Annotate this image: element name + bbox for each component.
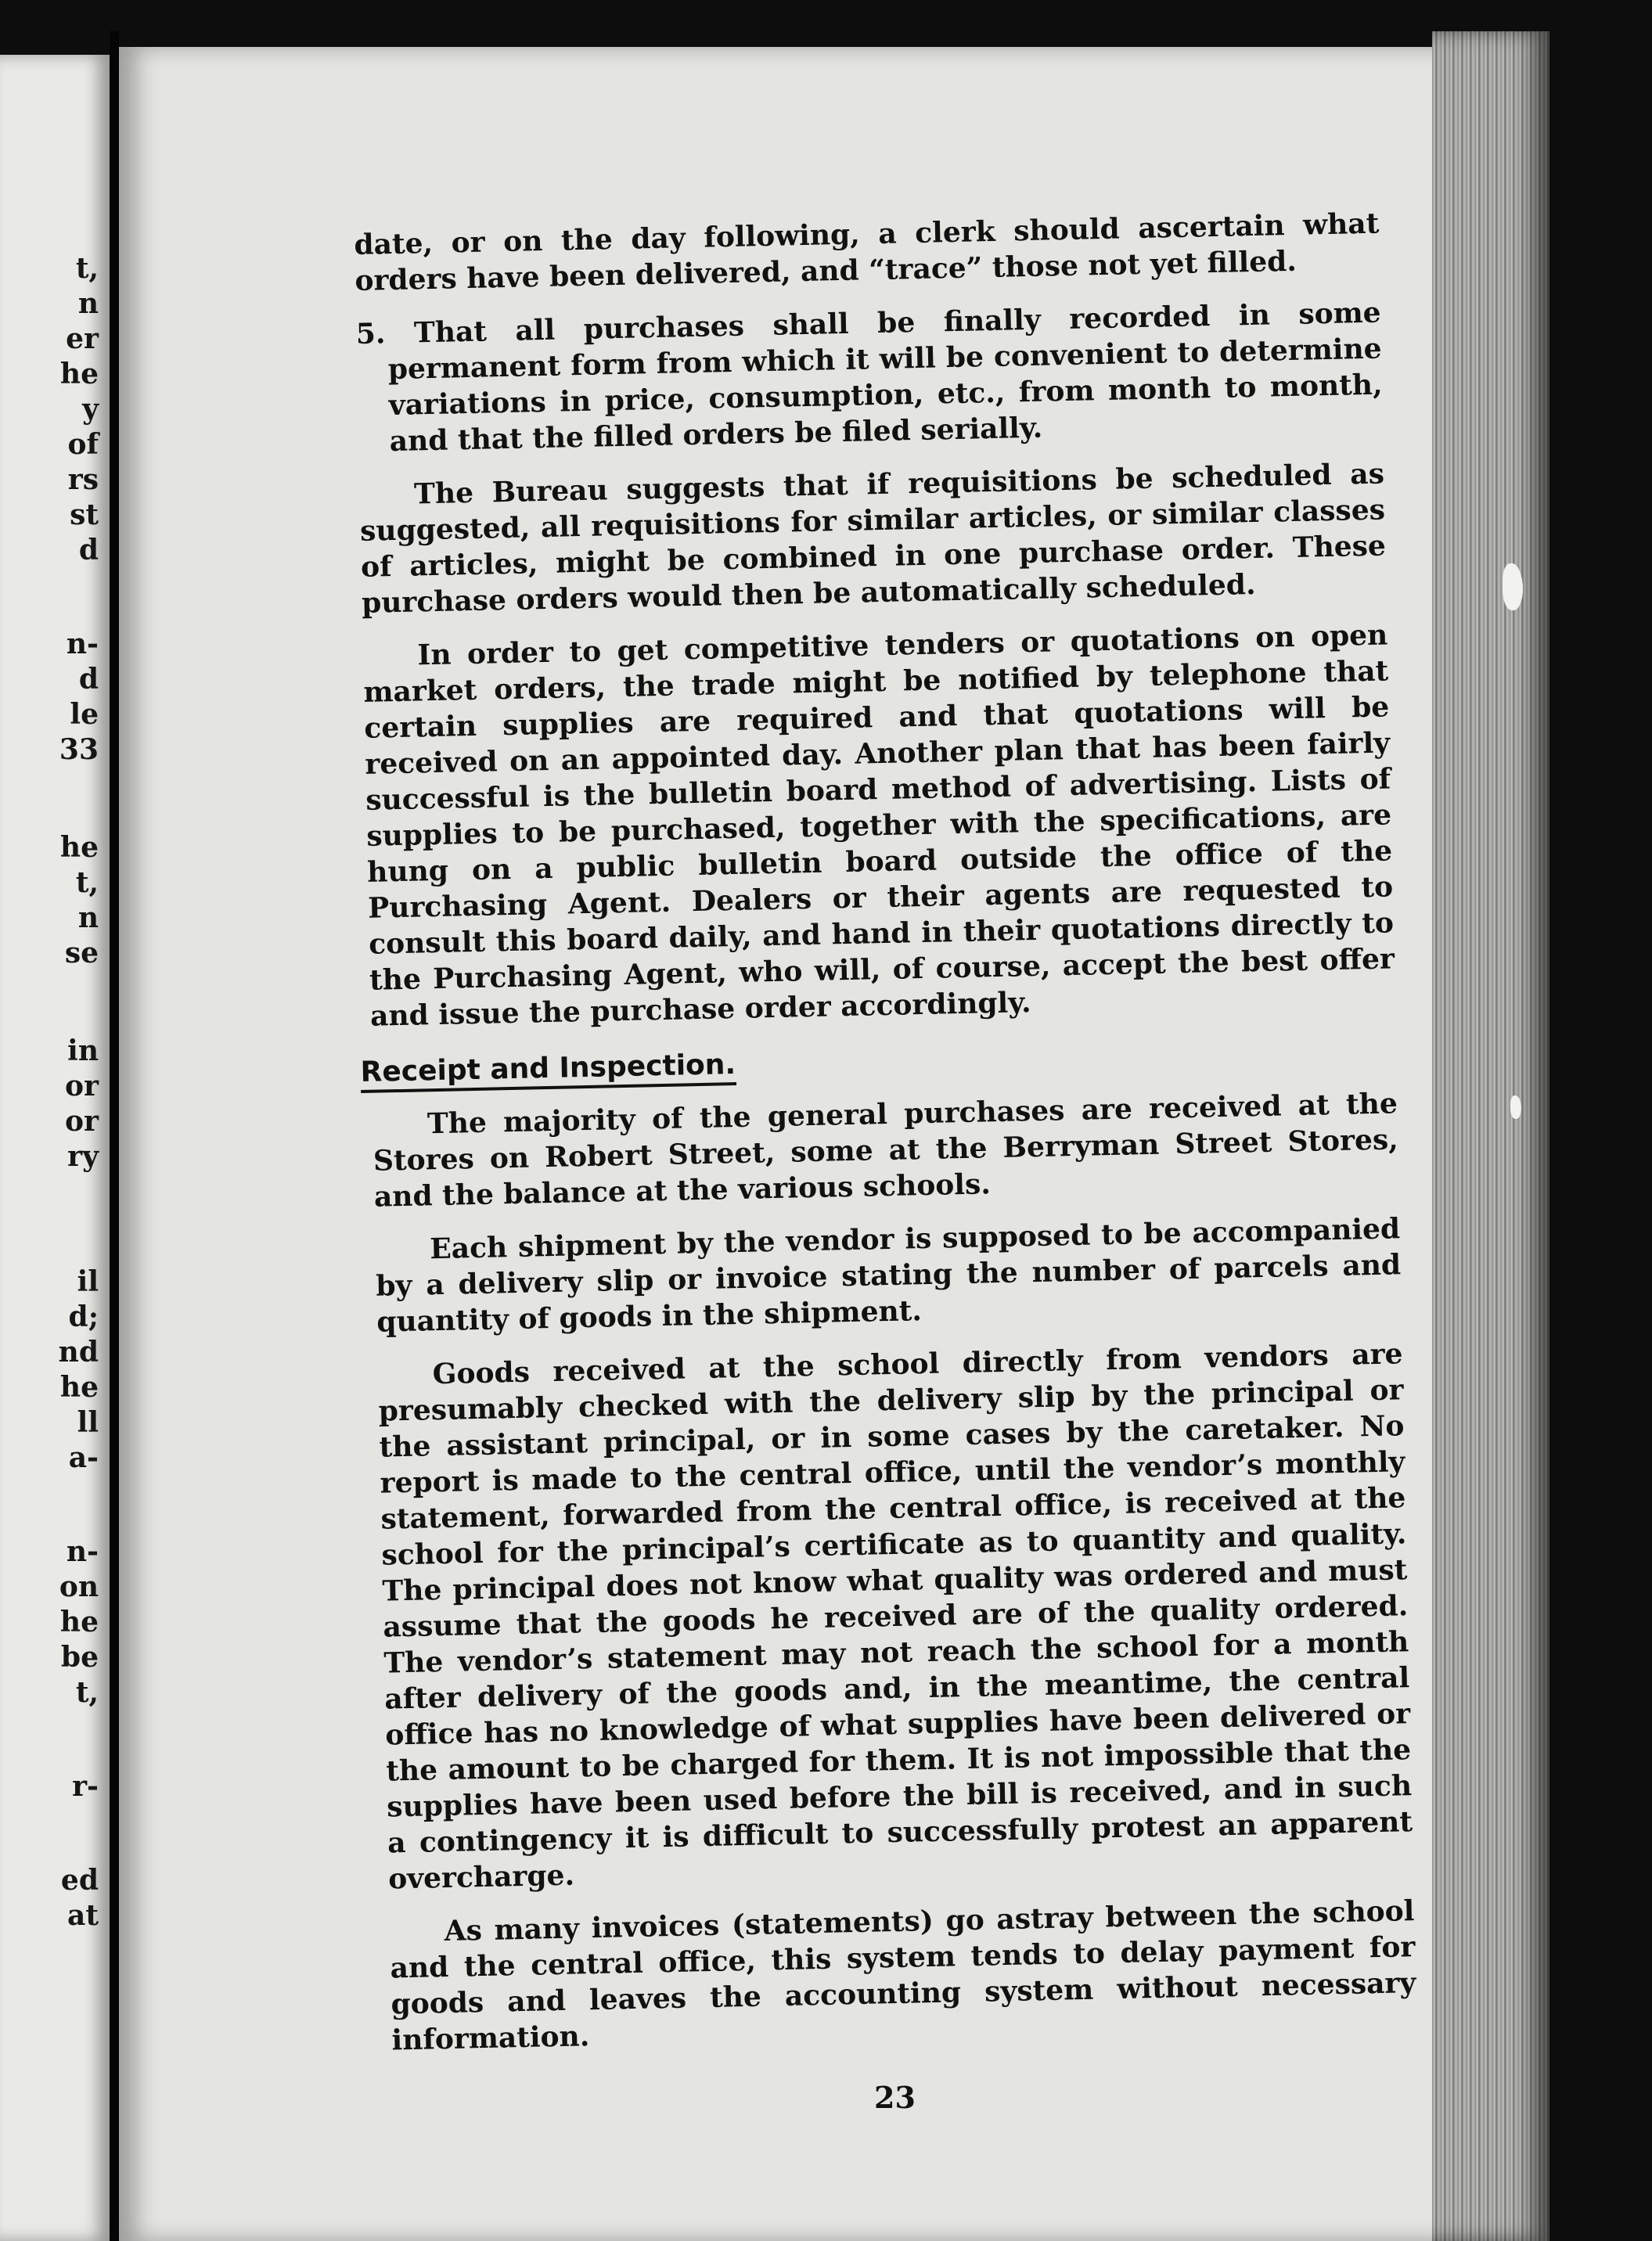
- left-page-fragment: t,: [75, 866, 99, 899]
- left-page-fragment: rs: [67, 463, 99, 496]
- paragraph-competitive-tenders: In order to get competitive tenders or quotations on open market orders, the trade might be notified by telephone that certain supplies are required and that quotations will be received on an appointed day. Another plan that has been fairly successful is the bulletin board method of advertising. Lists of supplies to be purchased, together with the specifications, are hung on a public bulletin board outside the office of the Purchasing Agent. Dealers or their agents are requested to consult this board daily, and hand in their quotations directly to the Purchasing Agent, who will, of course, accept the best offer and issue the purchase order accordingly.: [363, 618, 1395, 1033]
- left-page-fragment: of: [67, 428, 99, 461]
- paper-tear-mark: [1510, 1095, 1521, 1119]
- left-page-fragment: le: [70, 698, 99, 731]
- left-page-fragment: r-: [72, 1770, 99, 1803]
- page-number: 23: [874, 2080, 916, 2115]
- left-page-fragment: in: [67, 1034, 99, 1067]
- left-page-fragment: be: [60, 1641, 99, 1674]
- left-page-fragment: ll: [77, 1406, 99, 1439]
- left-page-fragment: d: [78, 534, 99, 567]
- left-page-fragment: on: [59, 1570, 99, 1603]
- paragraph-majority: The majority of the general purchases are received at the Stores on Robert Street, some at the Berryman Street Stores, and the balance at the various schools.: [373, 1087, 1399, 1214]
- left-page-fragment: t,: [75, 1676, 99, 1709]
- page-text: [354, 206, 1417, 2076]
- left-page-fragment: st: [70, 498, 99, 531]
- paragraph-bureau: The Bureau suggests that if requisitions be scheduled as suggested, all requisitions for similar articles, or similar classes of articles, might be combined in one purchase order. These purchase orders would then be automatically scheduled.: [359, 457, 1387, 620]
- left-page-fragment: or: [65, 1105, 99, 1138]
- left-page-fragment: at: [67, 1899, 99, 1932]
- left-page-fragment: he: [59, 1606, 99, 1638]
- section-heading: Receipt and Inspection.: [360, 1049, 736, 1093]
- left-page-fragment: d: [78, 663, 99, 696]
- left-page-fragment: y: [82, 393, 99, 426]
- left-page-fragment: he: [59, 831, 99, 864]
- left-page: [0, 55, 114, 2241]
- continuation-paragraph: date, or on the day following, a clerk should ascertain what orders have been delivered, and “trace” those not yet filled.: [354, 207, 1380, 297]
- left-page-fragment: ry: [67, 1140, 99, 1173]
- paragraph-invoices: As many invoices (statements) go astray between the school and the central office, this system tends to delay payment for goods and leaves the accounting system without necessary information.: [390, 1894, 1416, 2057]
- paper-tear-mark: [1503, 563, 1523, 610]
- paragraph-goods-received: Goods received at the school directly from vendors are presumably checked with the delivery slip by the principal or the assistant principal, or in some cases by the caretaker. No report is made to the central office, until the vendor’s monthly statement, forwarded from the central office, is received at the school for the principal’s certificate as to quantity and quality. The principal does not know what quality was ordered and must assume that the goods he received are of the quality ordered. The vendor’s statement may not reach the school for a month after delivery of the goods and, in the meantime, the central office has no knowledge of what supplies have been delivered or the amount to be charged for them. It is not impossible that the supplies have been used before the bill is received, and in such a contingency it is difficult to successfully protest an apparent overcharge.: [378, 1337, 1413, 1896]
- book-gutter: [110, 31, 119, 2241]
- left-page-fragment: d;: [68, 1300, 99, 1333]
- left-page-fragment: or: [65, 1070, 99, 1103]
- left-page-fragment: nd: [58, 1336, 99, 1369]
- paragraph-shipment: Each shipment by the vendor is supposed to be accompanied by a delivery slip or invoice stating the number of parcels and quantity of goods in the shipment.: [375, 1212, 1402, 1339]
- left-page-fragment: n: [77, 287, 99, 320]
- left-page-fragment: he: [59, 1371, 99, 1404]
- left-page-fragment: se: [64, 937, 99, 969]
- left-page-fragment: ed: [60, 1864, 99, 1897]
- left-page-fragment: t,: [75, 252, 99, 285]
- left-page-fragment: 33: [59, 733, 99, 766]
- right-page: [119, 47, 1449, 2241]
- page-edges: [1432, 31, 1549, 2241]
- left-page-fragment: n-: [66, 628, 99, 660]
- left-page-fragment: a-: [68, 1441, 99, 1474]
- left-page-fragment: he: [59, 358, 99, 390]
- left-page-fragment: n-: [66, 1535, 99, 1568]
- left-page-fragment: er: [66, 322, 99, 355]
- left-page-fragment: il: [77, 1265, 99, 1298]
- list-item-5: 5. That all purchases shall be finally recorded in some permanent form from which it will be convenient to determine variations in price, consumption, etc., from month to month, and that the filled orders be filed serially.: [355, 296, 1383, 459]
- left-page-fragment: n: [77, 901, 99, 934]
